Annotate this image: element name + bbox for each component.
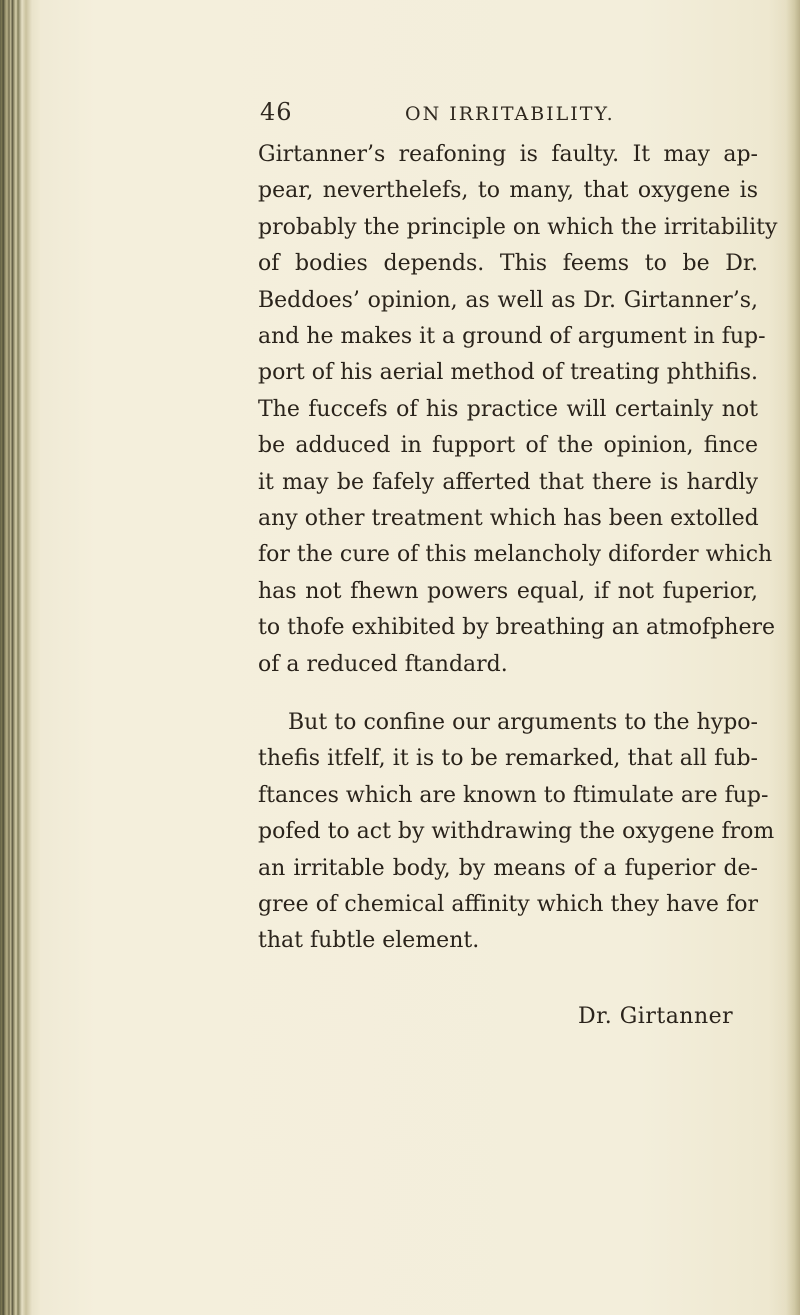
page-number: 46 [260,98,293,126]
text-line: pofed to act by withdrawing the oxygene from [258,819,775,845]
text-line: for the cure of this melancholy diforder which [258,542,773,568]
running-head-title: ON IRRITABILITY. [405,103,615,125]
page-right-edge [786,0,800,1315]
text-line: gree of chemical affinity which they have for [258,892,758,918]
page-binding-gutter [0,0,40,1315]
paragraph-1 [258,137,778,683]
text-line: probably the principle on which the irritability [258,214,778,240]
text-line: Girtanner’s reafoning is faulty. It may ap- [258,142,758,167]
text-line: that fubtle element. [258,928,480,954]
text-line: of bodies depends. This feems to be Dr. [258,251,758,277]
text-line: to thofe exhibited by breathing an atmofphere [258,615,775,641]
text-line: an irritable body, by means of a fuperior de- [258,855,758,881]
text-line: thefis itfelf, it is to be remarked, that all fub- [258,746,758,772]
text-line: of a reduced ftandard. [258,651,508,677]
text-line: The fuccefs of his practice will certainly not [258,396,758,422]
text-line: port of his aerial method of treating phthifis. [258,360,758,386]
text-line: has not fhewn powers equal, if not fuperior, [258,578,758,604]
text-line: But to confine our arguments to the hypo- [288,710,758,735]
text-line: be adduced in fupport of the opinion, fince [258,433,758,459]
text-line: ftances which are known to ftimulate are fup- [258,782,769,808]
text-line: pear, neverthelefs, to many, that oxygene is [258,178,758,204]
text-line: Beddoes’ opinion, as well as Dr. Girtanner’s, [258,287,758,313]
paragraph-2 [258,705,775,960]
catchword: Dr. Girtanner [578,1004,734,1029]
text-line: it may be fafely afferted that there is hardly [258,469,758,495]
text-line: and he makes it a ground of argument in fup- [258,324,766,350]
text-line: any other treatment which has been extolled [258,506,759,532]
running-head [260,98,760,126]
